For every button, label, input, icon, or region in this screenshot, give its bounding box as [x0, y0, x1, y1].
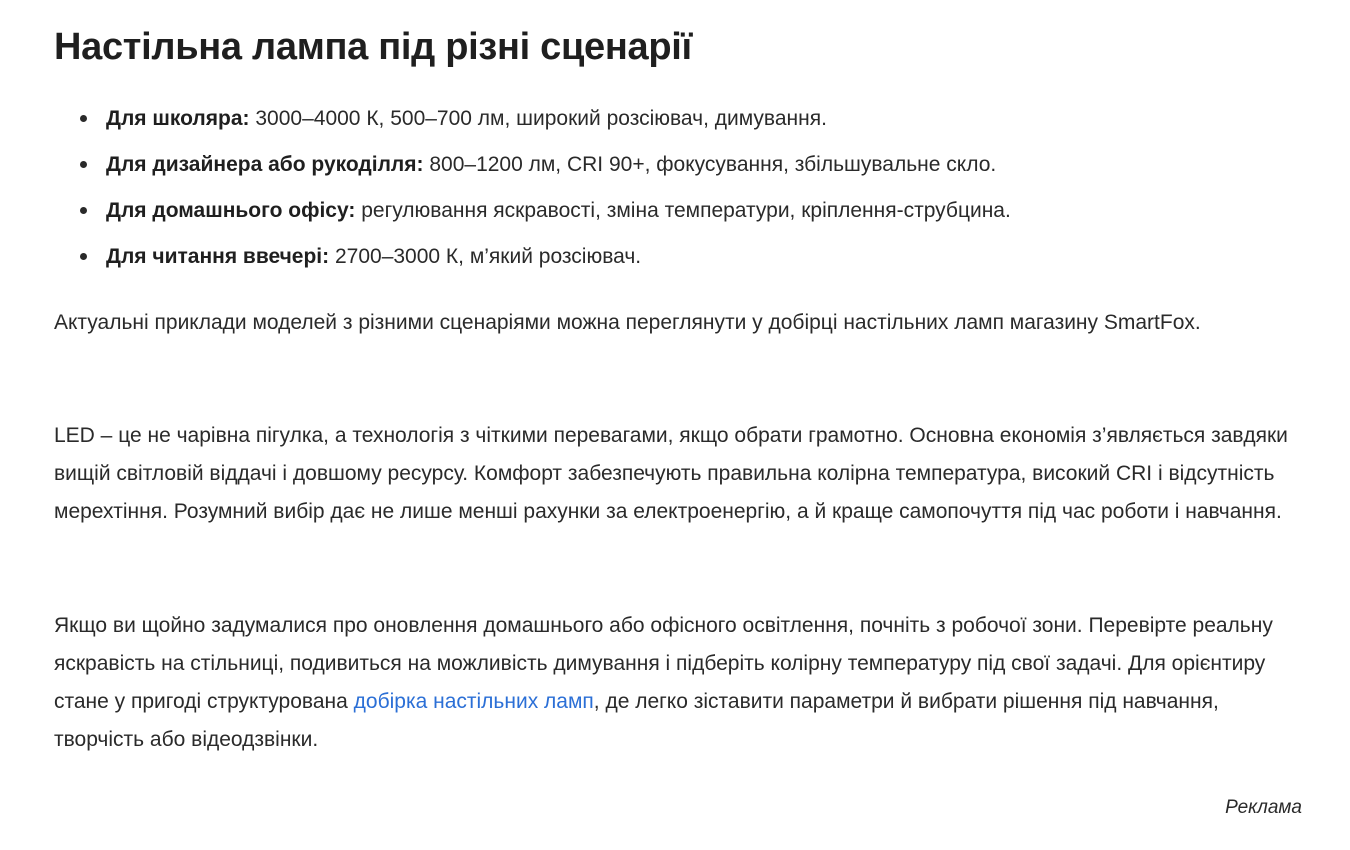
paragraph-call-to-action [54, 607, 1304, 759]
scenario-list [54, 96, 1346, 280]
paragraph-examples: Актуальні приклади моделей з різними сценаріями можна переглянути у добірці настільних ламп магазину SmartFox. [54, 311, 1201, 334]
list-item-text: 800–1200 лм, CRI 90+, фокусування, збільшувальне скло. [423, 153, 997, 176]
list-item [106, 188, 1346, 234]
list-item-text: регулювання яскравості, зміна температури, кріплення-струбцина. [355, 199, 1011, 222]
paragraph-led-summary: LED – це не чарівна пігулка, а технологія з чіткими перевагами, якщо обрати грамотно. Основна економія з’являється завдяки вищій світловій віддачі і довшому ресурсу. Комфорт забезпечують правильна колірна температура, високий CRI і відсутність мерехтіння. Розумний вибір дає не лише менші рахунки за електроенергію, а й краще самопочуття під час роботи і навчання. [54, 424, 1288, 523]
list-item-term: Для читання ввечері: [106, 245, 330, 268]
list-item-text: 3000–4000 К, 500–700 лм, широкий розсіювач, димування. [249, 107, 827, 130]
paragraph-text-after-link: , де легко зіставити параметри й вибрати рішення під навчання, творчість або відеодзвінки. [54, 690, 1219, 751]
list-item-text: 2700–3000 К, м’який розсіювач. [329, 245, 642, 268]
list-item-term: Для школяра: [106, 107, 250, 130]
ad-label: Реклама [1225, 797, 1302, 818]
desk-lamps-link[interactable]: добірка настільних ламп [353, 690, 594, 713]
list-item [106, 96, 1346, 142]
list-item [106, 234, 1346, 280]
section-heading: Настільна лампа під різні сценарії [54, 26, 692, 68]
list-item [106, 142, 1346, 188]
paragraph-text-before-link: Якщо ви щойно задумалися про оновлення домашнього або офісного освітлення, почніть з робочої зони. Перевірте реальну яскравість на стільниці, подивиться на можливість димування і підберіть колірну температуру під свої задачі. Для орієнтиру стане у пригоді структурована [54, 614, 1273, 713]
list-item-term: Для домашнього офісу: [106, 199, 356, 222]
list-item-term: Для дизайнера або рукоділля: [106, 153, 424, 176]
